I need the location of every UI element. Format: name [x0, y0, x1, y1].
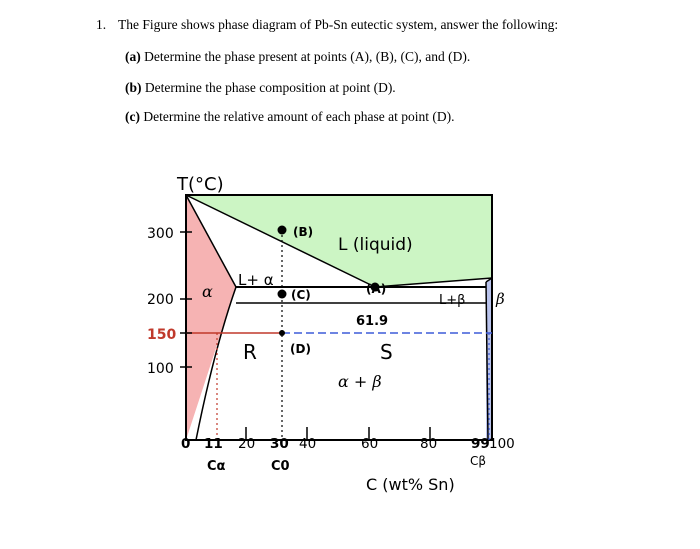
lever-s-label: S: [380, 340, 393, 364]
l-plus-beta-label: L+β: [439, 293, 466, 308]
y-axis-label: T(°C): [177, 174, 224, 195]
c-beta-label: Cβ: [470, 454, 487, 468]
x-tick-label-11: 11: [204, 436, 223, 452]
question-intro: The Figure shows phase diagram of Pb-Sn eutectic system, answer the following:: [118, 17, 559, 32]
x-tick-label-80: 80: [420, 436, 438, 452]
point-d-label: (D): [290, 342, 311, 356]
point-b-marker: [278, 226, 287, 235]
y-tick-label-300: 300: [147, 226, 174, 242]
alpha-region: [186, 195, 236, 440]
part-c-label: (c): [125, 109, 140, 124]
y-tick-label-100: 100: [147, 361, 174, 377]
x-tick-label-40: 40: [299, 436, 317, 452]
x-tick-label-30: 30: [270, 436, 289, 452]
c-zero-label: C0: [271, 459, 290, 474]
y-tick-label-200: 200: [147, 292, 174, 308]
part-a-text: Determine the phase present at points (A), (B), (C), and (D).: [144, 49, 471, 64]
x-tick-label-99: 99: [471, 436, 490, 452]
point-d-marker: [279, 330, 285, 336]
alpha-label: α: [202, 282, 213, 301]
l-plus-alpha-label: L+ α: [238, 271, 274, 289]
x-tick-label-20: 20: [238, 436, 256, 452]
part-a-label: (a): [125, 49, 141, 64]
liquid-label: L (liquid): [338, 235, 413, 255]
part-b-text: Determine the phase composition at point (D).: [144, 80, 396, 95]
x-tick-label-100: 100: [489, 436, 515, 452]
x-tick-label-60: 60: [361, 436, 379, 452]
part-c-text: Determine the relative amount of each phase at point (D).: [143, 109, 455, 124]
point-c-label: (C): [291, 288, 311, 302]
point-b-label: (B): [293, 225, 314, 239]
x-axis-label: C (wt% Sn): [366, 475, 455, 494]
question-number: 1.: [96, 17, 107, 32]
eutectic-composition-label: 61.9: [356, 314, 389, 329]
alpha-plus-beta-label: α + β: [338, 372, 382, 391]
lever-r-label: R: [243, 340, 257, 364]
c-alpha-label: Cα: [207, 459, 226, 474]
point-c-marker: [278, 290, 287, 299]
y-tick-label-150: 150: [147, 327, 177, 343]
point-a-label: (A): [366, 282, 387, 296]
part-b-label: (b): [125, 80, 142, 95]
beta-label: β: [496, 290, 505, 308]
x-tick-label-0: 0: [181, 436, 191, 452]
